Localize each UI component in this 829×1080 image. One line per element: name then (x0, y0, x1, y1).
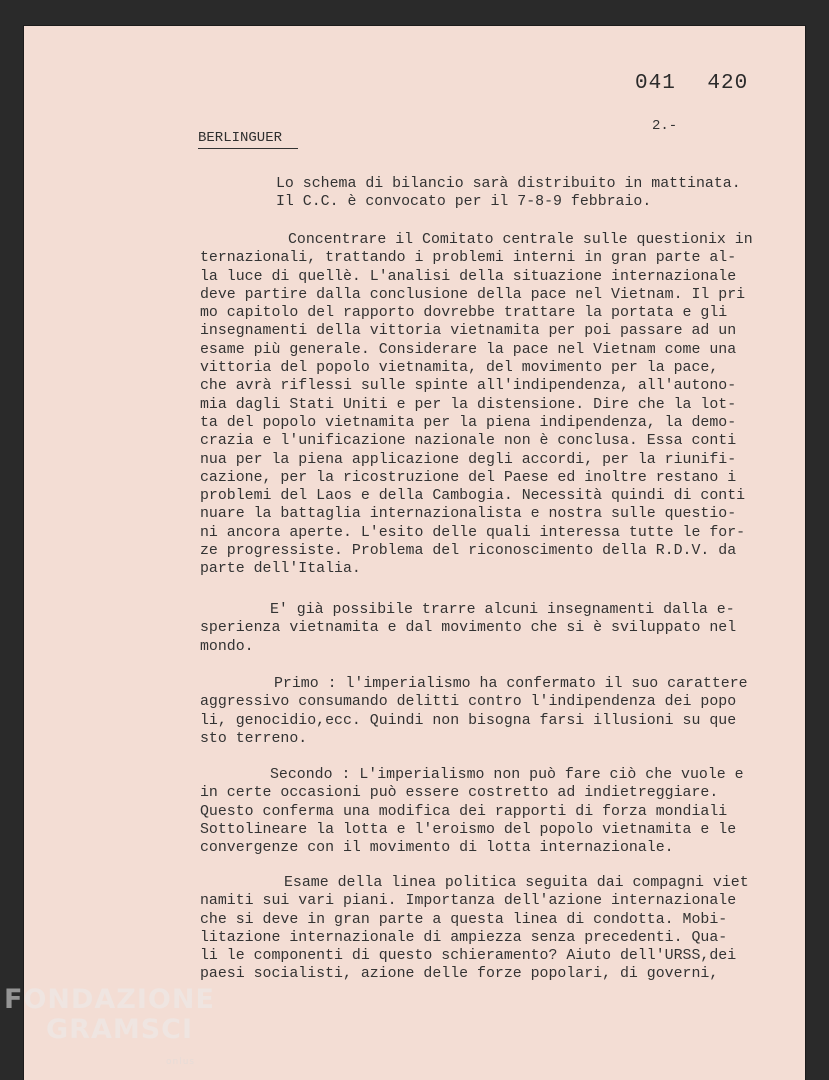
text-line: Concentrare il Comitato centrale sulle questionix in (288, 232, 753, 248)
text-line: ternazionali, trattando i problemi interni in gran parte al- (200, 250, 737, 267)
watermark-line-1: FONDAZIONE (4, 984, 215, 1015)
paragraph-3 (200, 601, 790, 656)
paragraph-2 (200, 231, 790, 579)
text-line: vittoria del popolo vietnamita, del movimento per la pace, (200, 360, 719, 377)
text-line: namiti sui vari piani. Importanza dell'azione internazionale (200, 893, 737, 910)
paragraph-1 (200, 175, 829, 212)
text-line: parte dell'Italia. (200, 561, 361, 578)
text-line: Esame della linea politica seguita dai compagni viet (284, 875, 749, 891)
text-line: insegnamenti della vittoria vietnamita per poi passare ad un (200, 323, 737, 340)
watermark-line-2: GRAMSCI (46, 1014, 194, 1045)
text-line: sto terreno. (200, 730, 308, 747)
text-line: E' già possibile trarre alcuni insegnamenti dalla e- (270, 602, 735, 618)
watermark-line-3: onlus (166, 1057, 196, 1067)
text-line: paesi socialisti, azione delle forze popolari, di governi, (200, 966, 719, 983)
text-line: li, genocidio,ecc. Quindi non bisogna farsi illusioni su que (200, 712, 737, 729)
text-line: Questo conferma una modifica dei rapporti di forza mondiali (200, 803, 728, 820)
text-line: deve partire dalla conclusione della pace nel Vietnam. Il pri (200, 286, 746, 303)
text-line: esame più generale. Considerare la pace nel Vietnam come una (200, 341, 737, 358)
text-line: mia dagli Stati Uniti e per la distensione. Dire che la lot- (200, 396, 737, 413)
text-line: nua per la piena applicazione degli accordi, per la riunifi- (200, 451, 737, 468)
paragraph-4 (200, 675, 790, 748)
text-line: che avrà riflessi sulle spinte all'indipendenza, all'autono- (200, 378, 737, 395)
text-line: crazia e l'unificazione nazionale non è conclusa. Essa conti (200, 433, 737, 450)
text-line: Lo schema di bilancio sarà distribuito in mattinata. (276, 176, 741, 192)
text-line: in certe occasioni può essere costretto ad indietreggiare. (200, 785, 719, 802)
paragraph-6 (200, 874, 790, 984)
page-number: 2.- (652, 118, 678, 134)
text-line: Il C.C. è convocato per il 7-8-9 febbraio. (276, 194, 652, 211)
speaker-heading: BERLINGUER (198, 130, 298, 149)
text-line: aggressivo consumando delitti contro l'indipendenza dei popo (200, 694, 737, 711)
text-line: mo capitolo del rapporto dovrebbe trattare la portata e gli (200, 305, 728, 322)
text-line: sperienza vietnamita e dal movimento che si è sviluppato nel (200, 620, 737, 637)
text-line: litazione internazionale di ampiezza senza precedenti. Qua- (200, 929, 728, 946)
text-line: la luce di quellè. L'analisi della situazione internazionale (200, 268, 737, 285)
text-line: ni ancora aperte. L'esito delle quali interessa tutte le for- (200, 524, 746, 541)
text-line: ze progressiste. Problema del riconoscimento della R.D.V. da (200, 543, 737, 560)
text-line: Primo : l'imperialismo ha confermato il suo carattere (274, 676, 748, 692)
text-line: Secondo : L'imperialismo non può fare ciò che vuole e (270, 767, 744, 783)
fondazione-gramsci-watermark (4, 984, 215, 1067)
text-line: Sottolineare la lotta e l'eroismo del popolo vietnamita e le (200, 821, 737, 838)
text-line: convergenze con il movimento di lotta internazionale. (200, 840, 674, 857)
text-line: cazione, per la ricostruzione del Paese ed inoltre restano i (200, 469, 737, 486)
text-line: ta del popolo vietnamita per la piena indipendenza, la demo- (200, 414, 737, 431)
paragraph-5 (200, 766, 790, 857)
text-line: li le componenti di questo schieramento? Aiuto dell'URSS,dei (200, 948, 737, 965)
document-number: 041 420 (635, 72, 749, 95)
text-line: problemi del Laos e della Cambogia. Necessità quindi di conti (200, 488, 746, 505)
text-line: nuare la battaglia internazionalista e nostra sulle questio- (200, 506, 737, 523)
text-line: mondo. (200, 638, 254, 655)
text-line: che si deve in gran parte a questa linea di condotta. Mobi- (200, 911, 728, 928)
